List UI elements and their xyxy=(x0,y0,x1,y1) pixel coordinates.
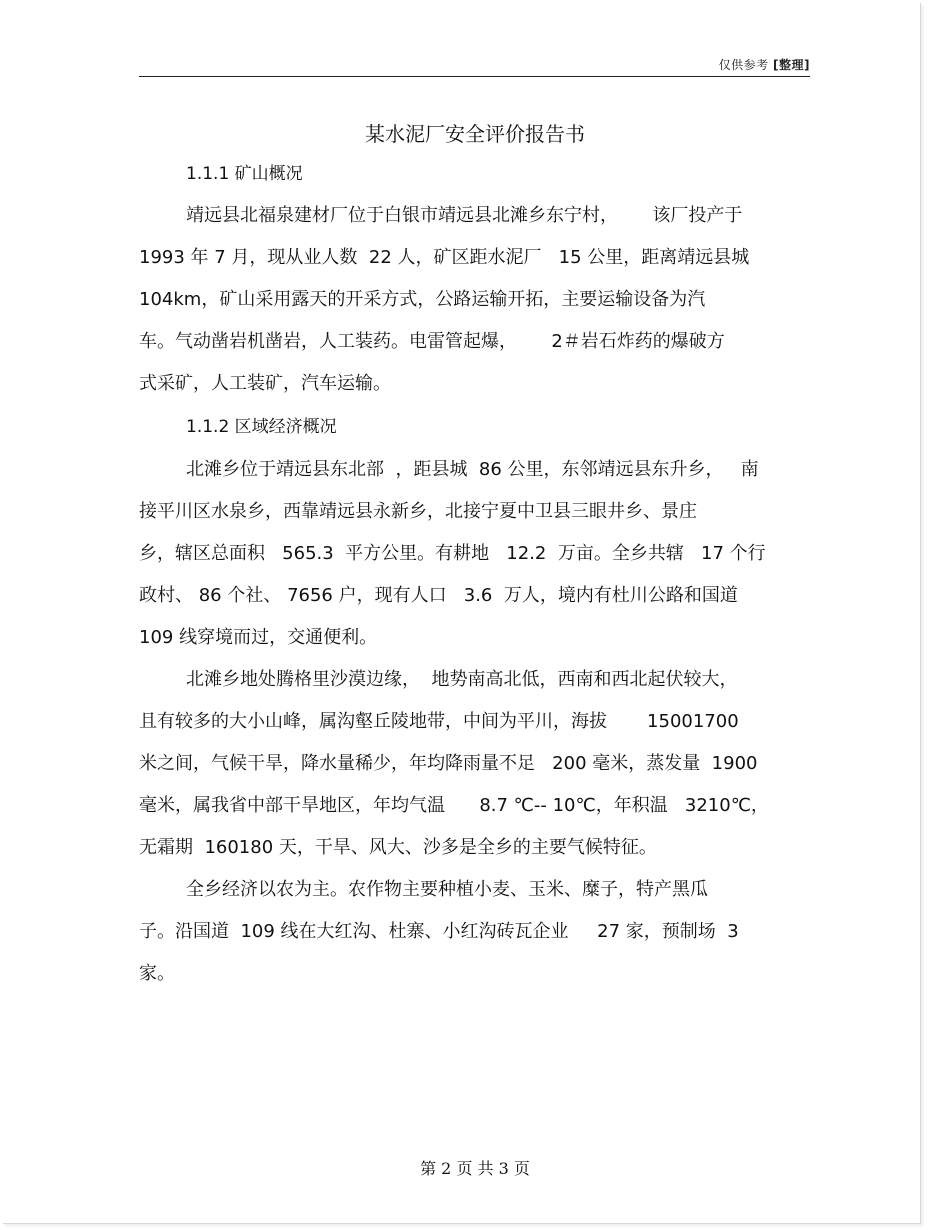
paragraph-line: 北滩乡地处腾格里沙漠边缘， 地势南高北低，西南和西北起伏较大， xyxy=(186,669,738,690)
document-title: 某水泥厂安全评价报告书 xyxy=(365,122,585,146)
paragraph-line: 靖远县北福泉建材厂位于白银市靖远县北滩乡东宁村， 该厂投产于 xyxy=(186,205,743,226)
header-note-tag: [整理] xyxy=(773,58,810,72)
paragraph-line: 1993 年 7 月，现从业人数 22 人，矿区距水泥厂 15 公里，距离靖远县城 xyxy=(139,247,750,268)
page-number-footer: 第 2 页 共 3 页 xyxy=(420,1159,530,1178)
paragraph-line: 式采矿，人工装矿，汽车运输。 xyxy=(139,373,391,394)
paragraph-line: 全乡经济以农为主。农作物主要种植小麦、玉米、糜子，特产黑瓜 xyxy=(186,879,708,900)
header-note-text: 仅供参考 xyxy=(718,58,769,72)
paragraph-line: 且有较多的大小山峰，属沟壑丘陵地带，中间为平川，海拔 15001700 xyxy=(139,711,739,732)
paragraph-line: 家。 xyxy=(139,963,175,984)
paragraph-line: 104km，矿山采用露天的开采方式，公路运输开拓，主要运输设备为汽 xyxy=(139,289,706,310)
paragraph-line: 子。沿国道 109 线在大红沟、杜寨、小红沟砖瓦企业 27 家，预制场 3 xyxy=(139,921,739,942)
section-heading-1-1-2: 1.1.2 区域经济概况 xyxy=(186,417,337,437)
document-page xyxy=(3,3,921,1224)
paragraph-line: 接平川区水泉乡，西靠靖远县永新乡，北接宁夏中卫县三眼井乡、景庄 xyxy=(139,501,697,522)
paragraph-line: 米之间，气候干旱，降水量稀少，年均降雨量不足 200 毫米，蒸发量 1900 xyxy=(139,753,758,774)
paragraph-line: 109 线穿境而过，交通便利。 xyxy=(139,627,378,648)
paragraph-line: 车。气动凿岩机凿岩，人工装药。电雷管起爆， 2＃岩石炸药的爆破方 xyxy=(139,331,725,352)
header-divider xyxy=(139,76,810,77)
paragraph-line: 无霜期 160180 天，干旱、风大、沙多是全乡的主要气候特征。 xyxy=(139,837,657,858)
paragraph-line: 北滩乡位于靖远县东北部 ，距县城 86 公里，东邻靖远县东升乡， 南 xyxy=(186,459,759,480)
paragraph-line: 毫米，属我省中部干旱地区，年均气温 8.7 ℃-- 10℃，年积温 3210℃， xyxy=(139,795,769,816)
section-heading-1-1-1: 1.1.1 矿山概况 xyxy=(186,164,303,184)
page-header-note xyxy=(719,56,810,73)
paragraph-line: 乡，辖区总面积 565.3 平方公里。有耕地 12.2 万亩。全乡共辖 17 个行 xyxy=(139,543,766,564)
paragraph-line: 政村、 86 个社、 7656 户，现有人口 3.6 万人，境内有杜川公路和国道 xyxy=(139,585,738,606)
